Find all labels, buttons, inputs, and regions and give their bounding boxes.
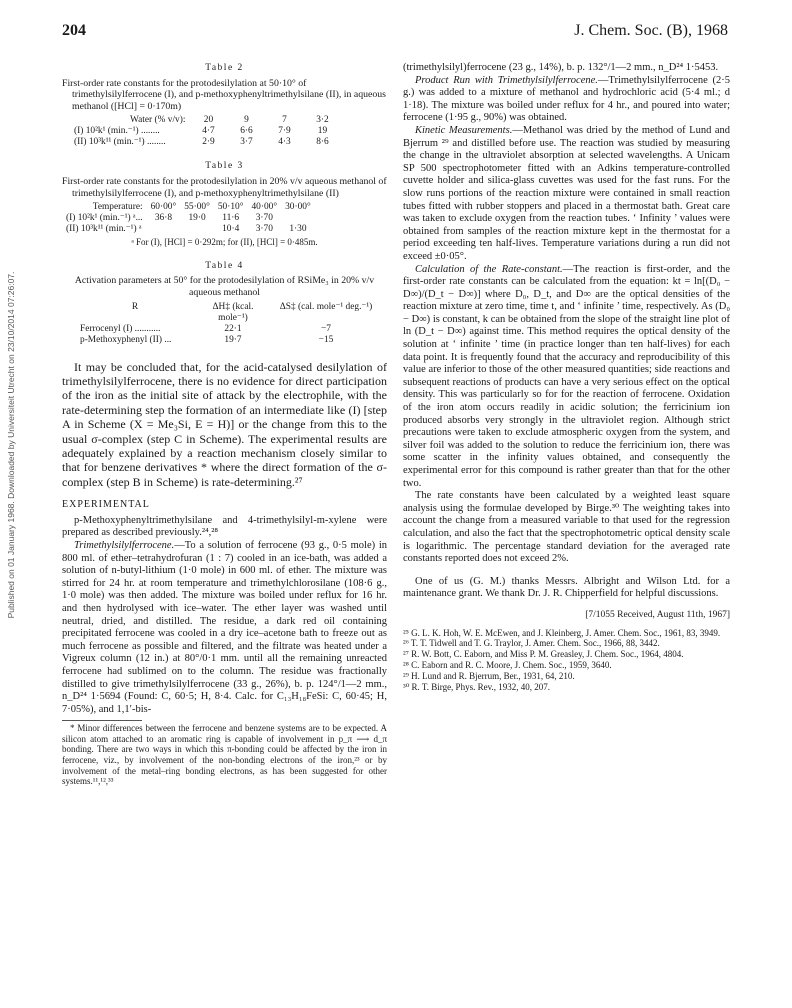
table-row (62, 213, 315, 224)
paragraph-body: —Methanol was dried by the method of Lund and Bjerrum ²⁹ and distilled before use. The reaction was studied by measuring the change in the ultraviolet absorption at selected wavelengths. A Unicam SP 500 spectrophotometer fitted with an Adkins temperature-controlled cuvette holder and silica-glass cuvettes was used for the fast runs. For the slow runs portions of the reaction mixture were contained in small reaction tubes fitted with rubber stoppers and placed in a thermostat bath. Great care was taken to exclude oxygen from the reaction tubes. ‘ Infinity ’ values were obtained from samples of the reaction mixture kept in the thermostat for a period exceeding ten half-lives. Temperature variations during a run did not exceed ±0·05°. (403, 124, 730, 262)
table-cell: 7·9 (278, 126, 291, 137)
table-cell: ΔH‡ (kcal. mole⁻¹) (212, 301, 254, 323)
download-notice: Published on 01 January 1968. Downloaded by Universiteit Utrecht on 23/10/2014 07:26:07. (6, 271, 16, 619)
table-cell: p-Methoxyphenyl (II) ... (80, 334, 172, 345)
paragraph-heading: Kinetic Measurements. (415, 124, 513, 136)
table-cell (281, 213, 315, 224)
table-cell: Ferrocenyl (I) ........... (80, 323, 161, 334)
table-cell: 10·4 (222, 224, 240, 235)
table-row (70, 126, 341, 137)
reference: ²⁶ T. T. Tidwell and T. G. Traylor, J. Amer. Chem. Soc., 1966, 88, 3442. (403, 638, 660, 649)
table-3-note: ᵃ For (I), [HCl] = 0·292m; for (II), [HCl] = 0·485m. (131, 237, 318, 248)
table-cell: 30·00° (285, 202, 311, 213)
table-cell: 19·0 (188, 213, 206, 224)
table-cell: 2·9 (202, 137, 215, 148)
table-2-title: First-order rate constants for the protodesilylation at 50·10° of trimethylsilylferrocene (I), and p-methoxyphenyltrimethylsilane (II), in aqueous methanol ([HCl] = 0·170m) (62, 77, 386, 112)
experimental-heading: EXPERIMENTAL (62, 499, 150, 511)
table-cell: 9 (244, 115, 249, 126)
table-cell: 60·00° (150, 202, 177, 213)
table-cell: 11·6 (222, 213, 240, 224)
experimental-paragraph: p-Methoxyphenyltrimethylsilane and 4-trimethylsilyl-m-xylene were prepared as described previously.²⁴,²⁸ (62, 514, 387, 539)
footnote-rule (62, 720, 142, 721)
reference: ²⁹ H. Lund and R. Bjerrum, Ber., 1931, 64, 210. (403, 670, 575, 681)
table-2 (62, 62, 387, 148)
table-cell: 8·6 (316, 137, 329, 148)
table-cell: 19 (317, 126, 328, 137)
table-3 (62, 160, 387, 247)
table-row (76, 324, 380, 335)
table-cell: 6·6 (240, 126, 253, 137)
conclusion-paragraph: It may be concluded that, for the acid-catalysed desilylation of trimethylsilylferrocene, there is no evidence for direct participation of the iron as the initial site of attack by the electrophile, with the rate-determining step the formation of an intermediate like (I) [step A in Scheme (X = Me₃Si, E = H)] or the change from this to the usual σ-complex (step C in Scheme). The experimental results are adequately explained by a reaction mechanism closely similar to that for benzene derivatives * where the direct formation of the σ-complex (step B in Scheme) is rate-determining.²⁷ (62, 359, 387, 489)
table-4 (62, 260, 387, 346)
conclusion-block (62, 360, 387, 490)
table-cell (180, 224, 214, 235)
paragraph-body: —To a solution of ferrocene (93 g., 0·5 mole) in 800 ml. of ether–tetrahydrofuran (1 : 7) cooled in an ice-bath, was added a solution of n-butyl-lithium (1·0 mole) in 600 ml. of ether. The mixture was stirred for 24 hr. at room temperature and trimethylchlorosilane (108·6 g., 1·0 mole) was then added. The mixture was boiled under reflux for 16 hr. and then hydrolysed with ice–water. The ether layer was washed until neutral, dried, and distilled. The residue, a dark red oil containing precipitated ferrocene was cooled in a dry ice–acetone bath to freeze out as much ferrocene as possible and filtered, and the filtrate was heated under a Vigreux column (12 in.) at 80°/0·1 mm. until all the remaining unreacted ferrocene had sublimed on to the column. The residue was fractionally distilled to give trimethylsilylferrocene (33 g., 26%), b. p. 124°/1—2 mm., n_D²⁴ 1·5694 (Found: C, 60·5; H, 8·4. Calc. for C₁₃H₁₈FeSi: C, 60·45; H, 7·05%), and 1,1′-bis- (62, 539, 387, 715)
product-run-paragraph (403, 75, 730, 125)
table-cell: 22·1 (224, 323, 242, 334)
reference: ²⁸ C. Eaborn and R. C. Moore, J. Chem. Soc., 1959, 3640. (403, 659, 612, 670)
table-row (62, 224, 315, 235)
table-row (76, 302, 380, 324)
continued-paragraph: (trimethylsilyl)ferrocene (23 g., 14%), b. p. 132°/1—2 mm., n_D²⁴ 1·5453. (403, 62, 719, 73)
received-date: [7/1055 Received, August 11th, 1967] (585, 609, 730, 620)
table-row (70, 115, 341, 126)
table-cell: −15 (318, 334, 334, 345)
table-cell: 3·2 (316, 115, 329, 126)
table-4-label: Table 4 (205, 260, 244, 271)
table-3-label: Table 3 (205, 161, 244, 172)
table-cell: 4·7 (202, 126, 215, 137)
table-cell: 3·70 (255, 224, 273, 235)
reference: ³⁰ R. T. Birge, Phys. Rev., 1932, 40, 207. (403, 681, 550, 692)
table-4-title: Activation parameters at 50° for the protodesilylation of RSiMe₃ in 20% v/v aqueous methanol (74, 275, 375, 298)
reference: ²⁵ G. L. K. Hoh, W. E. McEwen, and J. Kleinberg, J. Amer. Chem. Soc., 1961, 83, 3949. (403, 627, 721, 638)
table-cell: 3·7 (240, 137, 253, 148)
calculation-paragraph (403, 264, 730, 491)
table-cell: 55·00° (184, 202, 210, 213)
table-cell: 40·00° (251, 202, 278, 213)
right-column (403, 62, 730, 692)
table-cell: 19·7 (224, 334, 242, 345)
table-cell (147, 224, 181, 235)
table-2-grid (70, 115, 341, 148)
page-number: 204 (62, 22, 86, 39)
table-cell: −7 (321, 323, 331, 334)
trimethylsilylferrocene-paragraph (62, 540, 387, 716)
reference: ²⁷ R. W. Bott, C. Eaborn, and Miss P. M. Greasley, J. Chem. Soc., 1964, 4804. (403, 649, 684, 660)
running-header (62, 22, 728, 44)
table-cell: 20 (203, 115, 214, 126)
references (403, 628, 730, 693)
table-cell: (I) 10²k¹ (min.⁻¹) ᵃ... (66, 213, 143, 224)
journal-title: J. Chem. Soc. (B), 1968 (574, 22, 728, 39)
kinetic-paragraph (403, 125, 730, 264)
table-row (76, 335, 380, 346)
table-cell: 50·10° (217, 202, 244, 213)
table-cell: Temperature: (92, 202, 143, 213)
table-3-title: First-order rate constants for the protodesilylation in 20% v/v aqueous methanol of trimethylsilylferrocene (I), and p-methoxyphenyltrimethylsilane (II) (62, 175, 387, 199)
table-cell: 3·70 (255, 213, 273, 224)
table-cell: (II) 10³k¹¹ (min.⁻¹) ᵃ (66, 224, 142, 235)
table-cell: Water (% v/v): (130, 115, 186, 126)
table-cell: 36·8 (154, 213, 173, 224)
acknowledgement: One of us (G. M.) thanks Messrs. Albright and Wilson Ltd. for a maintenance grant. We thank Dr. J. R. Chipperfield for helpful discussions. (403, 575, 730, 600)
paragraph-body: —Trimethylsilylferrocene (2·5 g.) was added to a mixture of methanol and hydrochloric acid (5·4 ml.; d 1·18). The mixture was boiled under reflux for 4 hr., and poured into water; ferrocene (1·95 g., 90%) was obtained. (403, 74, 730, 124)
table-cell: R (131, 301, 139, 312)
footnote: * Minor differences between the ferrocene and benzene systems are to be expected. A silicon atom attached to an aromatic ring is capable of involvement in p_π ⟶ d_π bonding. There are two ways in which this π-bonding could be affected by the iron in ferrocene, viz., by involvement of the non-bonding electrons of the iron,²³ or by involvement of the metal–ring bonding electrons, as has been suggested for other systems.¹¹,¹²,³³ (62, 723, 387, 787)
table-cell: 4·3 (278, 137, 291, 148)
side-note (4, 190, 18, 700)
paragraph-heading: Trimethylsilylferrocene. (74, 539, 175, 551)
table-4-grid (76, 302, 380, 346)
table-cell: 1·30 (289, 224, 307, 235)
table-row (62, 202, 315, 213)
paragraph-body: —The reaction is first-order, and the first-order rate constants can be calculated from the equation: kt = ln[(D₀ − D∞)/(D_t − D∞)] where D₀, D_t, and D∞ are the optical densities of the reaction mixture at zero time, time t, and ‘ infinite ’ time, respectively. As (D₀ − D∞) is constant, k can be obtained from the slope of the straight line plot of ln (D_t − D∞) against time. This method requires the optical density of the solution at ‘ infinite ’ time (in practice longer than ten half-lives) for each data point. It is frequently found that the accuracy and reproducibility of this value are inferior to those of the other measured quantities; side reactions and subsequent reactions of products can have a very serious effect on the optical density. This was particularly so for for the reaction of ferrocene. Oxidation of the iron atom occurs readily in acidic solution; the ferricinium ion produced absorbs very strongly in the ultraviolet region. Although strict precautions were taken to exclude atmospheric oxygen from the system, and silver foil was added to the solution to reduce the ferricinium ion, there was some scatter in the infinity values obtained, and consequently the experimental error for this compound is rather greater than that for the other two. (403, 263, 730, 489)
left-column (62, 62, 387, 787)
paragraph-heading: Product Run with Trimethylsilylferrocene. (415, 74, 598, 86)
table-cell: 7 (282, 115, 287, 126)
weighting-paragraph: The rate constants have been calculated by a weighted least square analysis using the formulae developed by Birge.³⁰ The weighting takes into account the change from a measured variable to that used for the regression calculation, and also the fact that the spectrophotometric optical density scale is logarithmic. The percentage standard deviation for the averaged rate constants reported does not exceed 2%. (403, 490, 730, 565)
table-3-grid (62, 202, 315, 235)
table-cell: (I) 10²k¹ (min.⁻¹) ........ (74, 126, 160, 137)
table-cell: (II) 10³k¹¹ (min.⁻¹) ........ (74, 137, 166, 148)
table-2-label: Table 2 (205, 63, 244, 73)
table-cell: ΔS‡ (cal. mole⁻¹ deg.⁻¹) (279, 301, 373, 312)
table-row (70, 137, 341, 148)
paragraph-heading: Calculation of the Rate-constant. (415, 263, 563, 275)
